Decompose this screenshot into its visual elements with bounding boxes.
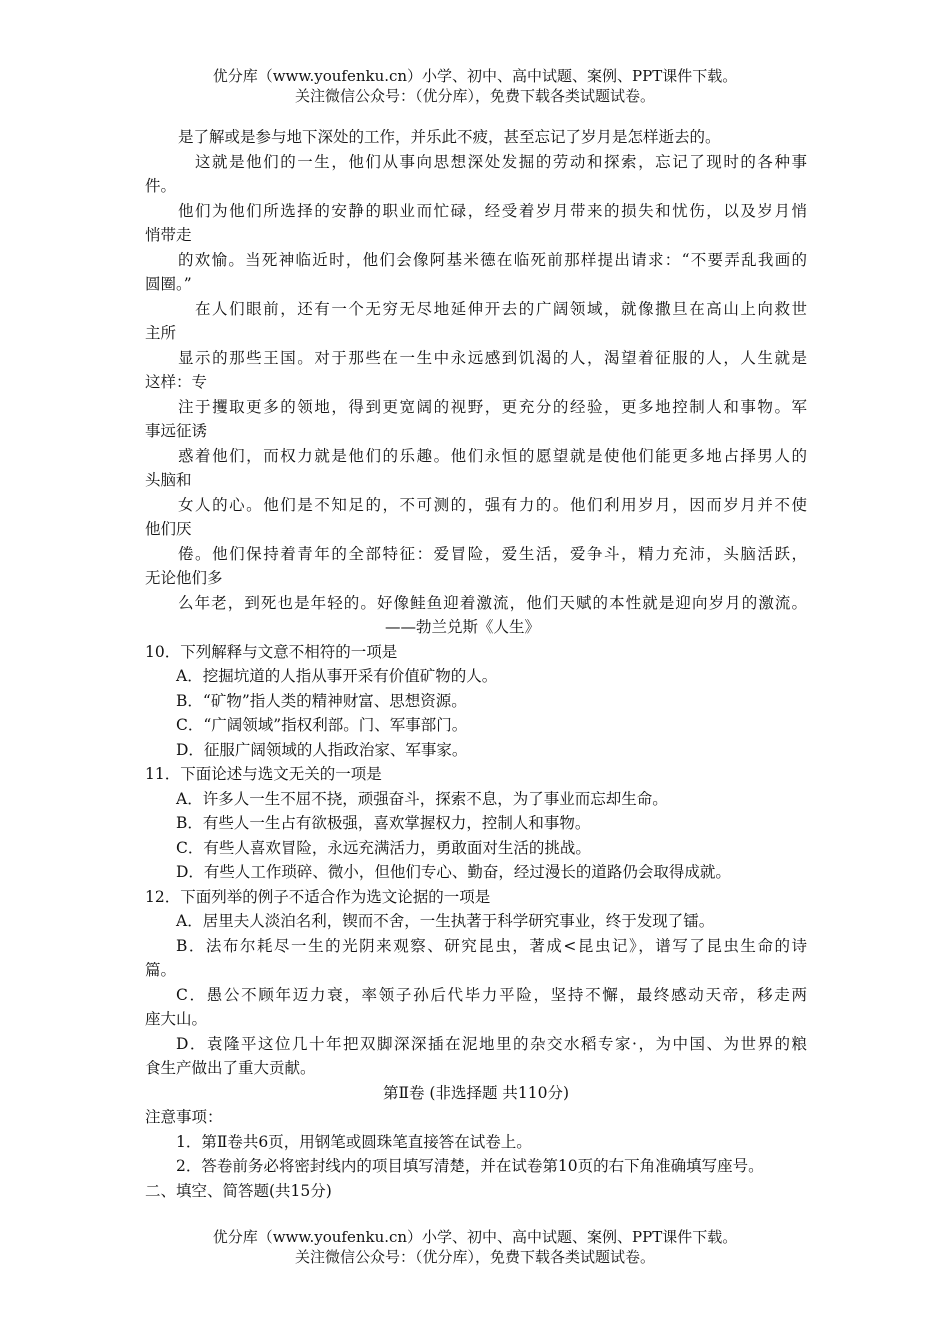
question-option-cont: 篇。	[145, 961, 177, 979]
passage-line: 注于攫取更多的领地，得到更宽阔的视野，更充分的经验，更多地控制人和事物。军	[178, 397, 807, 416]
notice-label: 注意事项：	[145, 1108, 223, 1126]
question-option: A．许多人一生不屈不挠，顽强奋斗，探索不息，为了事业而忘却生命。	[176, 789, 668, 808]
passage-line: 这就是他们的一生，他们从事向思想深处发掘的劳动和探索，忘记了现时的各种事	[195, 152, 807, 171]
footer-line-2: 关注微信公众号：（优分库），免费下载各类试题试卷。	[294, 1248, 655, 1266]
question-option: A．居里夫人淡泊名利，锲而不舍，一生执著于科学研究事业，终于发现了镭。	[176, 912, 715, 930]
header-line-2: 关注微信公众号：（优分库），免费下载各类试题试卷。	[294, 87, 655, 105]
question-option-cont: 座大山。	[145, 1010, 208, 1028]
passage-line: 的欢愉。当死神临近时，他们会像阿基米德在临死前那样提出请求：“不要弄乱我画的	[178, 250, 807, 269]
notice-item: 2．答卷前务必将密封线内的项目填写清楚，并在试卷第10页的右下角准确填写座号。	[176, 1157, 764, 1175]
question-option: A．挖掘坑道的人指从事开采有价值矿物的人。	[176, 667, 498, 685]
notice-item: 1．第Ⅱ卷共6页，用钢笔或圆珠笔直接答在试卷上。	[176, 1132, 532, 1151]
question-stem: 11．下面论述与选文无关的一项是	[145, 765, 382, 783]
question-option: B．“矿物”指人类的精神财富、思想资源。	[176, 691, 467, 710]
passage-line: 这样：专	[145, 373, 208, 391]
passage-line: 无论他们多	[145, 569, 223, 587]
question-option: D．征服广阔领域的人指政治家、军事家。	[176, 740, 468, 759]
question-stem: 10．下列解释与文意不相符的一项是	[145, 642, 398, 661]
part-heading: 二、填空、简答题(共15分)	[145, 1181, 332, 1200]
passage-line: 件。	[145, 177, 177, 195]
passage-attribution: ——勃兰兑斯《人生》	[385, 618, 541, 636]
passage-line: 是了解或是参与地下深处的工作，并乐此不疲，甚至忘记了岁月是怎样逝去的。	[178, 128, 721, 146]
question-option: C．有些人喜欢冒险，永远充满活力，勇敢面对生活的挑战。	[176, 838, 591, 857]
question-stem: 12．下面列举的例子不适合作为选文论据的一项是	[145, 887, 491, 906]
passage-line: 在人们眼前，还有一个无穷无尽地延伸开去的广阔领域，就像撒旦在高山上向救世	[195, 299, 807, 318]
passage-line: 主所	[145, 324, 177, 342]
section-title: 第Ⅱ卷 (非选择题 共110分)	[382, 1083, 570, 1102]
question-10	[145, 640, 807, 763]
footer-line-1: 优分库（www.youfenku.cn）小学、初中、高中试题、案例、PPT课件下载。	[212, 1228, 738, 1246]
question-option: D．袁隆平这位几十年把双脚深深插在泥地里的杂交水稻专家·，为中国、为世界的粮	[176, 1034, 807, 1053]
page-footer	[0, 1227, 950, 1267]
passage-line: 他们厌	[145, 520, 192, 538]
passage-line: 女人的心。他们是不知足的，不可测的，强有力的。他们利用岁月，因而岁月并不使	[178, 495, 807, 514]
question-option: B．法布尔耗尽一生的光阴来观察、研究昆虫，著成<昆虫记》，谱写了昆虫生命的诗	[176, 936, 807, 955]
passage-line: 事远征诱	[145, 422, 208, 440]
question-option: C．“广阔领域”指权利部。门、军事部门。	[176, 716, 468, 734]
page-header	[0, 66, 950, 106]
passage-line: 惑着他们，而权力就是他们的乐趣。他们永恒的愿望就是使他们能更多地占择男人的	[178, 446, 807, 465]
passage-line: 倦。他们保持着青年的全部特征：爱冒险，爱生活，爱争斗，精力充沛，头脑活跃，	[178, 544, 807, 563]
question-option: B．有些人一生占有欲极强，喜欢掌握权力，控制人和事物。	[176, 814, 591, 832]
question-11	[145, 762, 807, 885]
question-option-cont: 食生产做出了重大贡献。	[145, 1059, 316, 1077]
passage-line: 圆圈。”	[145, 275, 192, 293]
question-option: C．愚公不顾年迈力衰，率领子孙后代毕力平险，坚持不懈，最终感动天帝，移走两	[176, 985, 807, 1004]
passage-line: 显示的那些王国。对于那些在一生中永远感到饥渴的人，渴望着征服的人，人生就是	[178, 348, 807, 367]
page-body	[145, 125, 807, 1203]
passage-line: 悄带走	[145, 226, 192, 244]
question-12	[145, 885, 807, 1081]
passage-line: 么年老，到死也是年轻的。好像鲑鱼迎着激流，他们天赋的本性就是迎向岁月的激流。	[178, 593, 807, 612]
header-line-1: 优分库（www.youfenku.cn）小学、初中、高中试题、案例、PPT课件下载。	[212, 67, 738, 85]
question-option: D．有些人工作琐碎、微小，但他们专心、勤奋，经过漫长的道路仍会取得成就。	[176, 863, 731, 881]
passage-line: 头脑和	[145, 471, 192, 489]
passage-line: 他们为他们所选择的安静的职业而忙碌，经受着岁月带来的损失和忧伤，以及岁月悄	[178, 201, 807, 220]
